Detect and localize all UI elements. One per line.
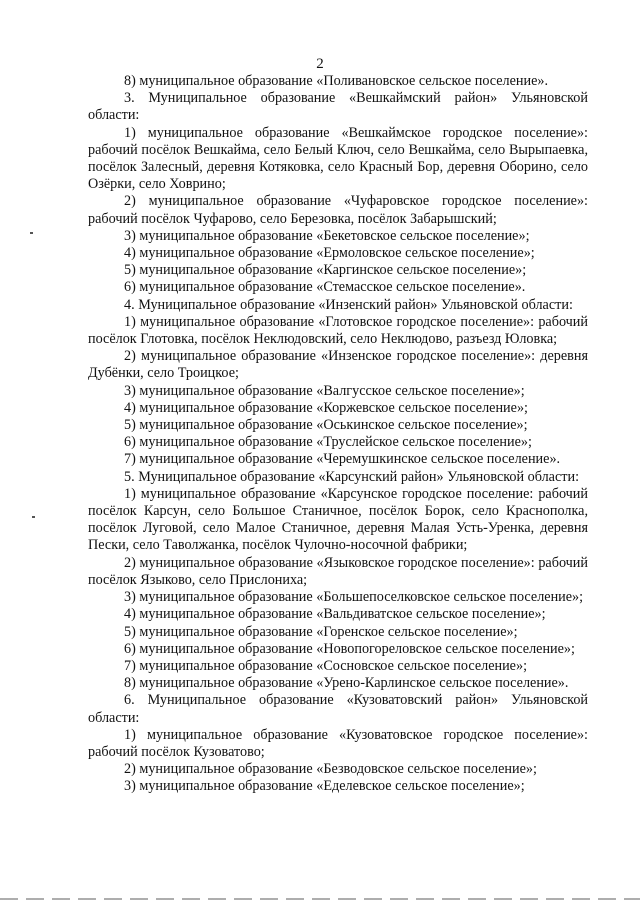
paragraph: 8) муниципальное образование «Урено-Карлинское сельское поселение».	[124, 675, 569, 692]
paragraph: 6) муниципальное образование «Труслейское сельское поселение»;	[124, 434, 532, 451]
paragraph: 6. Муниципальное образование «Кузоватовский район» Ульяновской области:	[88, 692, 588, 726]
page-number: 2	[316, 56, 324, 72]
paragraph: 7) муниципальное образование «Сосновское сельское поселение»;	[124, 657, 528, 674]
paragraph: 1) муниципальное образование «Вешкаймское городское поселение»: рабочий посёлок Вешкайма, село Белый Ключ, село Вешкайма, село Вырыпаевка, посёлок Залесный, деревня Котяковка, село Красный Бор, деревня Оборино, село Озёрки, село Ховрино;	[88, 124, 588, 193]
scan-edge-line	[0, 898, 640, 900]
paragraph: 3. Муниципальное образование «Вешкаймский район» Ульяновской области:	[88, 90, 588, 124]
paragraph: 2) муниципальное образование «Чуфаровское городское поселение»: рабочий посёлок Чуфарово, село Березовка, посёлок Забарышский;	[88, 193, 588, 227]
scan-mark	[32, 516, 35, 518]
paragraph: 5) муниципальное образование «Каргинское сельское поселение»;	[124, 262, 527, 279]
document-body	[88, 73, 588, 796]
paragraph: 2) муниципальное образование «Языковское городское поселение»: рабочий посёлок Языково, село Прислониха;	[88, 554, 588, 588]
paragraph: 2) муниципальное образование «Инзенское городское поселение»: деревня Дубёнки, село Троицкое;	[88, 348, 588, 382]
paragraph: 4) муниципальное образование «Вальдиватское сельское поселение»;	[124, 606, 546, 623]
paragraph: 1) муниципальное образование «Глотовское городское поселение»: рабочий посёлок Глотовка, посёлок Неклюдовский, село Неклюдово, разъезд Юловка;	[88, 313, 588, 348]
paragraph: 5. Муниципальное образование «Карсунский район» Ульяновской области:	[124, 468, 580, 485]
paragraph: 4) муниципальное образование «Ермоловское сельское поселение»;	[124, 245, 535, 262]
paragraph: 8) муниципальное образование «Поливановское сельское поселение».	[124, 73, 549, 89]
paragraph: 2) муниципальное образование «Безводовское сельское поселение»;	[124, 761, 537, 778]
paragraph: 4) муниципальное образование «Коржевское сельское поселение»;	[124, 399, 528, 416]
paragraph: 6) муниципальное образование «Стемасское сельское поселение».	[124, 279, 526, 296]
paragraph: 7) муниципальное образование «Черемушкинское сельское поселение».	[124, 451, 561, 468]
paragraph: 3) муниципальное образование «Еделевское сельское поселение»;	[124, 778, 525, 795]
paragraph: 6) муниципальное образование «Новопогореловское сельское поселение»;	[124, 640, 575, 657]
paragraph: 4. Муниципальное образование «Инзенский район» Ульяновской области:	[124, 296, 573, 313]
paragraph: 3) муниципальное образование «Бекетовское сельское поселение»;	[124, 227, 530, 244]
paragraph: 5) муниципальное образование «Горенское сельское поселение»;	[124, 623, 518, 640]
paragraph: 3) муниципальное образование «Валгусское сельское поселение»;	[124, 382, 525, 399]
scan-mark	[30, 232, 33, 234]
paragraph: 1) муниципальное образование «Кузоватовское городское поселение»: рабочий посёлок Кузоватово;	[88, 726, 588, 760]
paragraph: 5) муниципальное образование «Оськинское сельское поселение»;	[124, 417, 528, 434]
paragraph: 1) муниципальное образование «Карсунское городское поселение: рабочий посёлок Карсун, село Большое Станичное, посёлок Борок, село Краснополка, посёлок Луговой, село Малое Станичное, деревня Малая Усть-Уренка, деревня Пески, село Таволжанка, посёлок Чулочно-носочной фабрики;	[88, 485, 588, 554]
paragraph: 3) муниципальное образование «Большепоселковское сельское поселение»;	[124, 589, 584, 606]
